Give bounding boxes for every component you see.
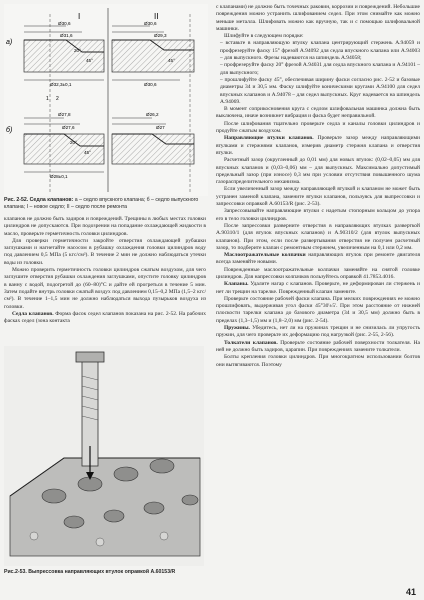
caps-heading: Маслоотражательные колпачки	[224, 252, 306, 259]
angle-4: 45°	[84, 150, 91, 155]
caps-paragraph	[216, 252, 420, 267]
angle-1: 20°	[74, 48, 81, 53]
panel-label-b: б)	[6, 127, 13, 134]
paragraph: Для проверки герметичности закройте отверстия охлаждающей рубашки заглушками и нагнетайте насосом в рубашку охлаждения головки цилиндров воду под давлением 0,5 МПа (5 кгс/см²). В течение 2 мин не должно наблюдаться утечки воды из головки.	[4, 237, 206, 266]
page-number: 41	[405, 587, 416, 597]
angle-5: 20°	[70, 140, 77, 145]
dim-b-1: Ø27,8	[58, 112, 71, 117]
paragraph: Болты крепления головки цилиндров. При многократном использовании болтов они вытягиваются. Поэтому	[216, 354, 420, 368]
roman-label-1: I	[78, 12, 81, 21]
valves-heading: Клапаны.	[224, 281, 249, 288]
dim-a-5: Ø29,3	[154, 33, 167, 38]
paragraph: клапанов не должно быть задиров и повреждений. Трещины в любых местах головки цилиндров не допускаются. При подозрении на попадание охлаждающей жидкости в масло, проверьте герметичность головки цилиндров.	[4, 216, 206, 237]
seats-paragraph	[4, 311, 206, 326]
paragraph: с клапанами) не должно быть точечных раковин, коррозии и повреждений. Небольшие повреждения можно устранить шлифованием седел. При этом снимайте как можно меньше металла. Шлифовать можно как вручную, так и с помощью шлифовальной машинки.	[216, 4, 420, 32]
caps-text: направляющих втулок при ремонте двигателя всегда заменяйте новыми.	[216, 252, 420, 266]
paragraph: Если увеличенный зазор между направляющей втулкой и клапаном не может быть устранен заменой клапана, замените втулки клапанов, пользуясь для выпрессовки и запрессовки оправкой А.60153/R (рис. 2-53).	[216, 186, 420, 208]
dim-b-5: Ø27	[156, 125, 165, 130]
angle-3: 45°	[168, 58, 175, 63]
paragraph: После запрессовки разверните отверстия в направляющих втулках разверткой А.90310/1 (для втулок впускных клапанов) и А.90310/2 (для втулок выпускных клапанов). При этом, если после развертывания отверстия не получен расчетный зазор, то подберите клапан с ремонтным стержнем, увеличенным на 0,1 или 0,2 мм.	[216, 222, 420, 251]
roman-label-2: II	[154, 12, 159, 21]
seats-heading: Седла клапанов.	[12, 310, 54, 317]
paragraph: После шлифования тщательно проверьте седла и каналы головки цилиндров и продуйте сжатым воздухом.	[216, 120, 420, 135]
order-step: – вставьте в направляющую втулку клапана центрирующий стержень А.94059 и профрезеруйте фаску 15° фрезой А.94092 для седла впускного клапана или А.94003 – для выпускного. Фрезы надеваются на шпиндель А.94058;	[220, 40, 420, 62]
pushers-heading: Толкатели клапанов.	[224, 339, 278, 346]
order-step: – прошлифуйте фаску 45°, обеспечивая ширину фаски согласно рис. 2-52 и базовые диаметры 34 и 30,5 мм. Фаску шлифуйте коническими кругами А.94100 для седел впускных клапанов и А.94078 – для седел выпускных. Круг надевается на шпиндель А.94069.	[220, 76, 420, 105]
seats-text: Форма фасок седел клапанов показана на рис. 2-52. На рабочих фасках седел (зона контакта	[4, 310, 206, 325]
figure-253-caption	[4, 569, 204, 576]
paragraph: Можно проверить герметичность головки цилиндров сжатым воздухом, для чего заглушите отверстия рубашки охлаждения заглушками, опустите головку цилиндров в ванну с водой, подогретой до (60–80)°С и дайте ей прогреться в течение 5 мин. Затем подайте внутрь головки сжатый воздух под давлением 0,15–0,2 МПа (1,5–2 кгс/см²). В течение 1–1,5 мин не должно наблюдаться выхода пузырьков воздуха из головки.	[4, 267, 206, 310]
paragraph: В момент соприкосновения круга с седлом шлифовальная машинка должна быть выключена, иначе возникнет вибрация и фаска будет неправильной.	[216, 106, 420, 120]
guide-press-illustration	[4, 346, 204, 566]
pushers-paragraph	[216, 340, 420, 355]
paragraph: Проверьте состояние рабочей фаски клапана. При мелких повреждениях ее можно прошлифовать, выдерживая угол фаски 45°30'±5'. При этом расстояние от нижней плоскости тарелки клапана до базового диаметра (34 и 30,5 мм) должно быть в пределах (1,3–1,5) мм и (1,8–2,0) мм (рис. 2-54).	[216, 295, 420, 324]
paragraph: Запрессовывайте направляющие втулки с надетым стопорным кольцом до упора его в тело головки цилиндров.	[216, 208, 420, 222]
part-label-1: 1	[46, 96, 49, 102]
dim-a-1: Ø30,6	[58, 21, 71, 26]
figure-253-caption-title: Рис.2-53. Выпрессовка направляющих втулок оправкой А.60153/R	[4, 569, 176, 575]
guides-heading: Направляющие втулки клапанов.	[224, 135, 314, 142]
pushers-text: Проверьте состояние рабочей поверхности толкателя. На ней не должно быть задиров, царапин. При повреждениях замените толкатели.	[216, 339, 420, 353]
springs-heading: Пружины.	[224, 325, 250, 332]
valve-seat-diagram	[4, 4, 208, 196]
dim-a-3: Ø32,3±0,1	[50, 82, 72, 87]
paragraph: Поврежденные маслоотражательные колпачки заменяйте на снятой головке цилиндров. Для напрессовки колпачков пользуйтесь оправкой 41.7853.4016.	[216, 266, 420, 280]
springs-paragraph	[216, 325, 420, 340]
panel-label-a: а)	[6, 39, 13, 46]
order-intro: Шлифуйте в следующем порядке:	[224, 33, 304, 40]
right-text-column	[216, 4, 420, 369]
angle-2: 45°	[86, 58, 93, 63]
valves-paragraph	[216, 281, 420, 296]
left-text-column	[4, 216, 206, 325]
guides-text: Проверьте зазор между направляющими втулками и стержнями клапанов, измерив диаметр стержня клапана и отверстия втулки.	[216, 135, 421, 156]
figure-252-caption-title: Рис. 2-52. Седла клапанов:	[4, 197, 74, 203]
guides-paragraph	[216, 135, 420, 157]
order-step: – профрезеруйте фаску 20° фрезой А.94031 для седла впускного клапана и А.94101 – для выпускного;	[220, 62, 420, 76]
valves-text: Удалите нагар с клапанов. Проверьте, не деформирован ли стержень и нет ли трещин на тарелке. Поврежденный клапан замените.	[216, 281, 420, 295]
dim-a-4: Ø30,6	[144, 21, 157, 26]
dim-a-6: Ø30,6	[144, 82, 157, 87]
dim-b-4: Ø26,2	[146, 112, 159, 117]
dim-b-2: Ø27,6	[62, 125, 75, 130]
figure-252-caption-text: а – седло впускного клапана; б – седло выпускного клапана; I – новое седло; II – седло после ремонта	[4, 197, 199, 210]
springs-text: Убедитесь, нет ли на пружинах трещин и не снизилась ли упругость пружин, для чего проверьте их деформацию под нагрузкой (рис. 2-55, 2-56).	[216, 325, 420, 339]
paragraph: Расчетный зазор (округленный до 0,01 мм) для новых втулок: (0,02–0,05) мм для впускных клапанов и (0,03–0,06) мм – для выпускных. Максимально допустимый предельный зазор (при износе) 0,3 мм при условии отсутствия повышенного шума газораспределительного механизма.	[216, 157, 420, 186]
dim-a-2: Ø31,6	[60, 33, 73, 38]
dim-b-3: Ø28±0,1	[50, 174, 68, 179]
part-label-2: 2	[56, 96, 59, 102]
figure-252-caption	[4, 197, 206, 210]
